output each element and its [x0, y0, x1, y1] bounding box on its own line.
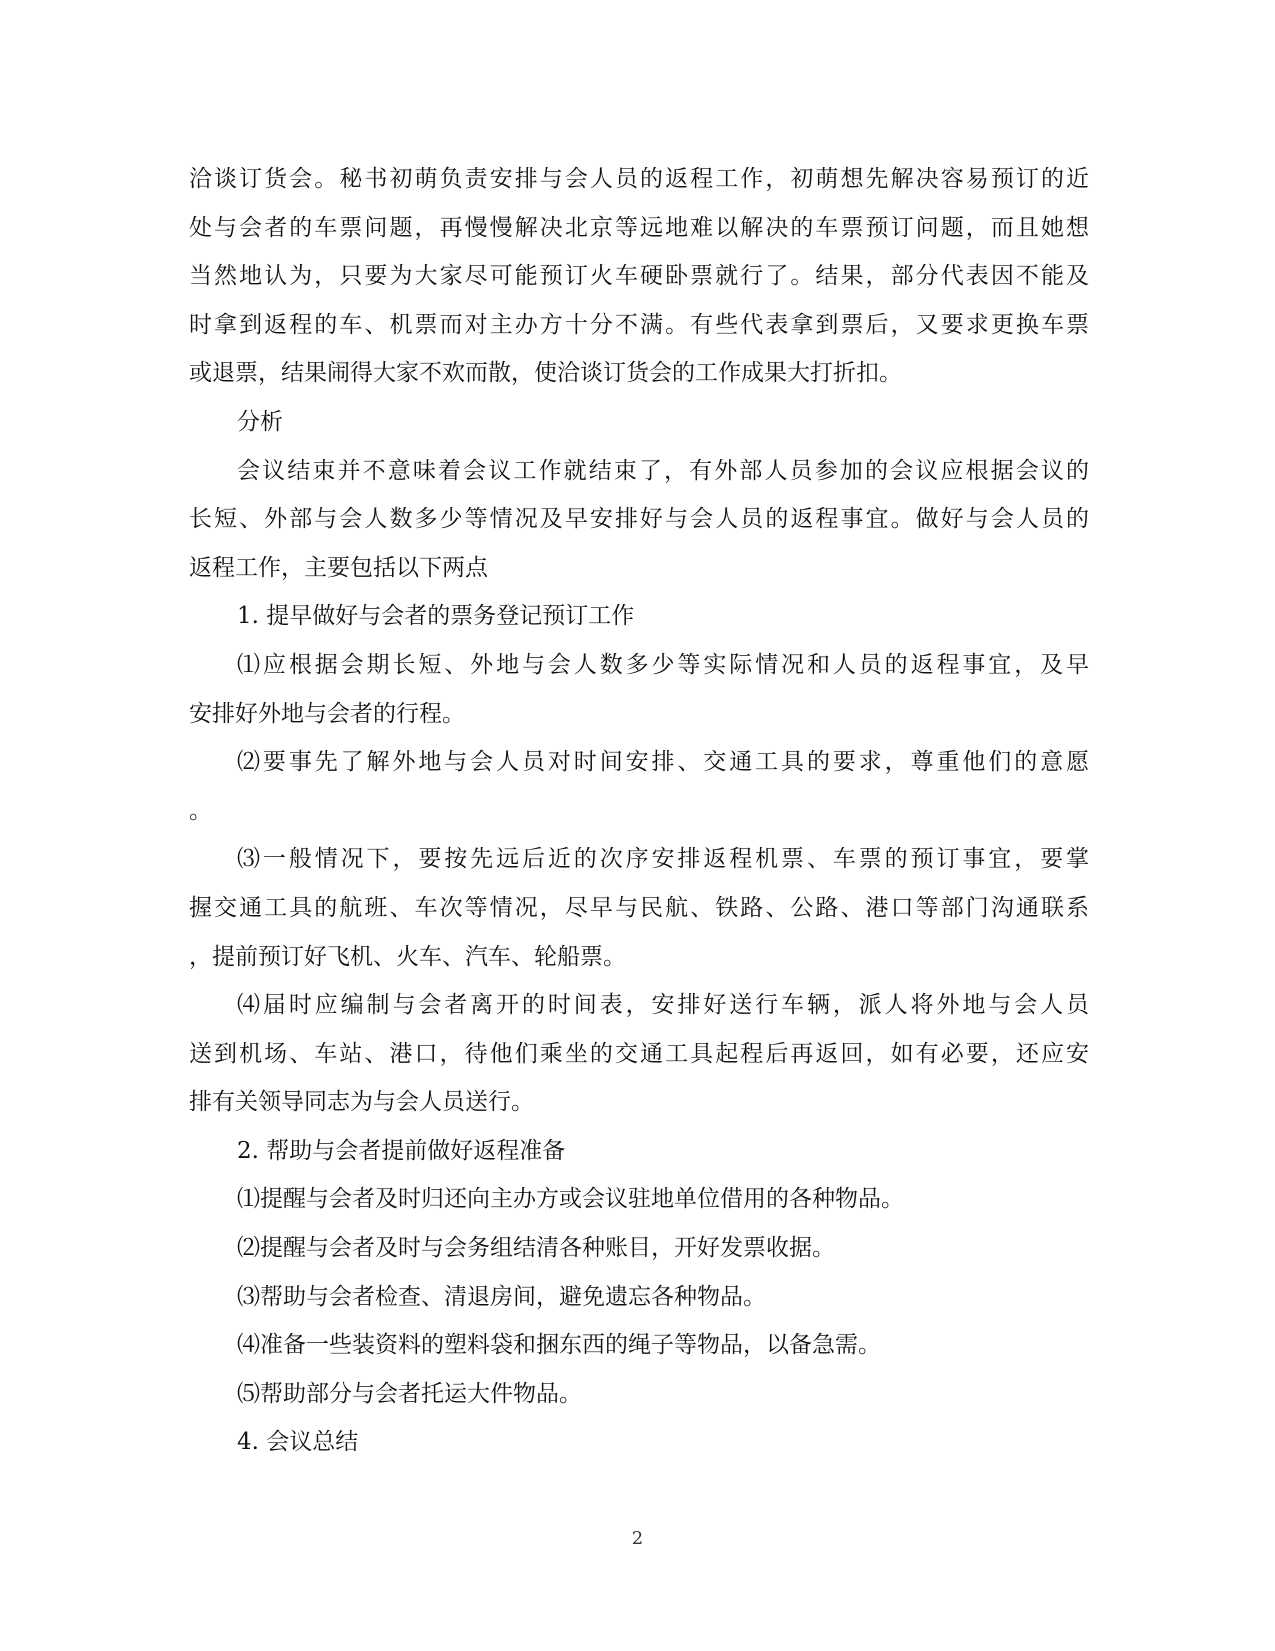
document-body: [189, 155, 1089, 1467]
list-item-line: ⑴应根据会期长短、外地与会人数多少等实际情况和人员的返程事宜，及早: [237, 651, 1089, 678]
paragraph-line: 返程工作，主要包括以下两点: [189, 554, 488, 581]
paragraph-line: 洽谈订货会。秘书初萌负责安排与会人员的返程工作，初萌想先解决容易预订的近: [189, 166, 1089, 192]
list-item-line: ⑵提醒与会者及时与会务组结清各种账目，开好发票收据。: [237, 1235, 835, 1262]
list-heading: 1. 提早做好与会者的票务登记预订工作: [237, 603, 635, 630]
paragraph-line: 或退票，结果闹得大家不欢而散，使洽谈订货会的工作成果大打折扣。: [189, 360, 902, 387]
section-heading: 分析: [237, 408, 283, 435]
paragraph-line: 当然地认为，只要为大家尽可能预订火车硬卧票就行了。结果，部分代表因不能及: [189, 263, 1089, 290]
list-item-line: 安排好外地与会者的行程。: [189, 700, 465, 727]
list-item-line: 握交通工具的航班、车次等情况，尽早与民航、铁路、公路、港口等部门沟通联系: [189, 894, 1089, 921]
list-heading: 4. 会议总结: [237, 1429, 359, 1456]
list-item-line: ⑶一般情况下，要按先远后近的次序安排返程机票、车票的预订事宜，要掌: [237, 846, 1089, 873]
list-item-line: ⑶帮助与会者检查、清退房间，避免遗忘各种物品。: [237, 1283, 766, 1310]
list-heading: 2. 帮助与会者提前做好返程准备: [237, 1137, 566, 1164]
list-item-line: ⑷准备一些装资料的塑料袋和捆东西的绳子等物品，以备急需。: [237, 1332, 881, 1359]
list-item-line: 排有关领导同志为与会人员送行。: [189, 1089, 534, 1116]
paragraph-line: 时拿到返程的车、机票而对主办方十分不满。有些代表拿到票后，又要求更换车票: [189, 311, 1089, 338]
list-item-line: ，提前预订好飞机、火车、汽车、轮船票。: [189, 943, 626, 970]
page-number: 2: [631, 1528, 644, 1549]
list-item-line: ⑸帮助部分与会者托运大件物品。: [237, 1380, 582, 1407]
list-item-line: ⑵要事先了解外地与会人员对时间安排、交通工具的要求，尊重他们的意愿: [237, 749, 1089, 776]
list-item-line: 送到机场、车站、港口，待他们乘坐的交通工具起程后再返回，如有必要，还应安: [189, 1040, 1089, 1067]
paragraph-line: 会议结束并不意味着会议工作就结束了，有外部人员参加的会议应根据会议的: [237, 457, 1089, 484]
list-item-line: ⑷届时应编制与会者离开的时间表，安排好送行车辆，派人将外地与会人员: [237, 992, 1089, 1019]
paragraph-line: 处与会者的车票问题，再慢慢解决北京等远地难以解决的车票预订问题，而且她想: [189, 214, 1089, 241]
paragraph-line: 长短、外部与会人数多少等情况及早安排好与会人员的返程事宜。做好与会人员的: [189, 506, 1089, 533]
list-item-line: 。: [189, 797, 212, 824]
list-item-line: ⑴提醒与会者及时归还向主办方或会议驻地单位借用的各种物品。: [237, 1186, 904, 1213]
